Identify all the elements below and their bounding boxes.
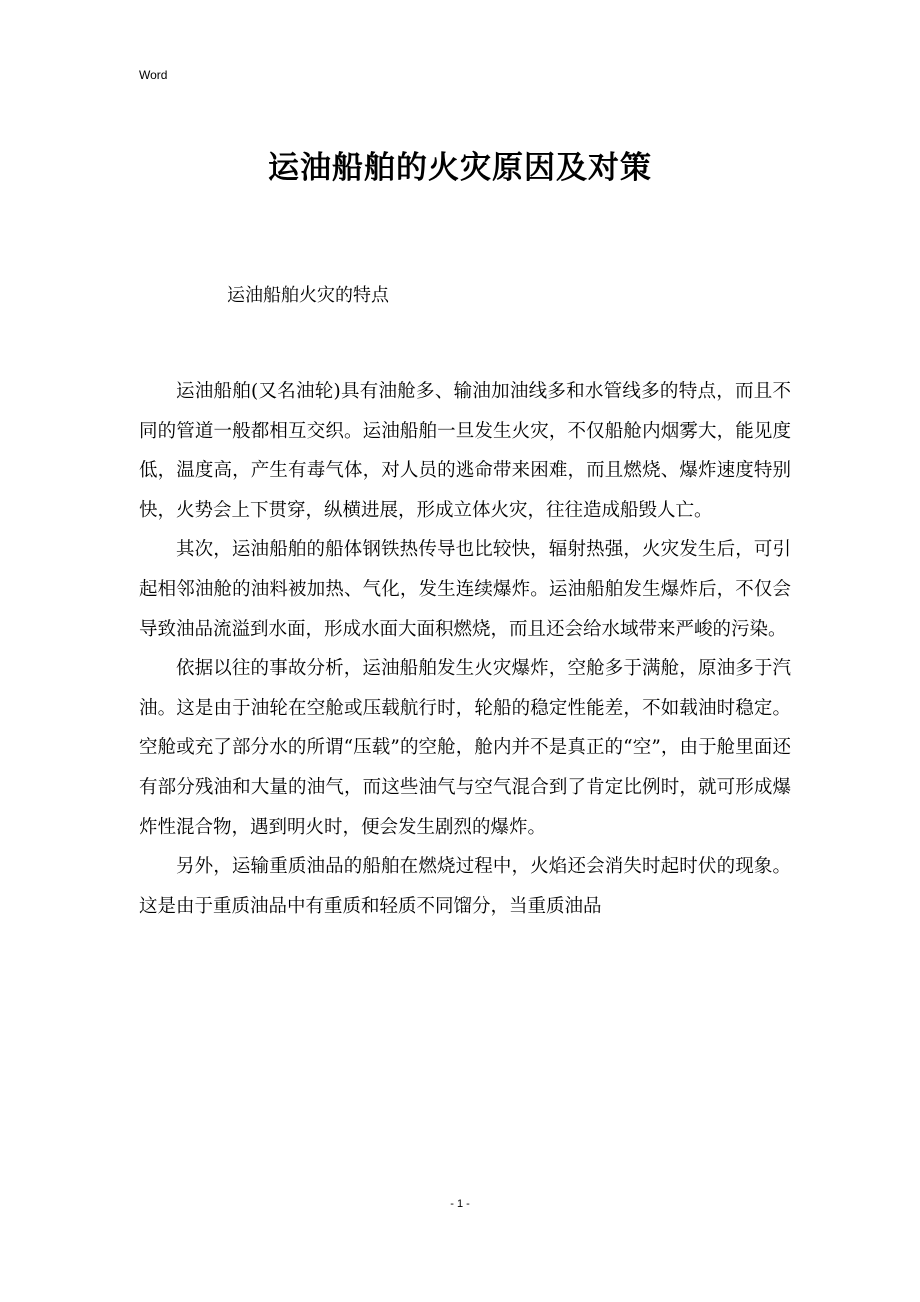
paragraph-2: 其次，运油船舶的船体钢铁热传导也比较快，辐射热强，火灾发生后，可引起相邻油舱的油料被加热、气化，发生连续爆炸。运油船舶发生爆炸后，不仅会导致油品流溢到水面，形成水面大面积燃烧，而且还会给水域带来严峻的污染。 — [139, 539, 791, 640]
section-heading: 运油船舶火灾的特点 — [227, 285, 389, 306]
body-text — [139, 372, 791, 926]
paragraph-1: 运油船舶(又名油轮)具有油舱多、输油加油线多和水管线多的特点，而且不同的管道一般都相互交织。运油船舶一旦发生火灾，不仅船舱内烟雾大，能见度低，温度高，产生有毒气体，对人员的逃命带来困难，而且燃烧、爆炸速度特别快，火势会上下贯穿，纵横进展，形成立体火灾，往往造成船毁人亡。 — [139, 381, 791, 521]
header-label: Word — [139, 68, 168, 82]
paragraph-4: 另外，运输重质油品的船舶在燃烧过程中，火焰还会消失时起时伏的现象。这是由于重质油品中有重质和轻质不同馏分，当重质油品 — [139, 856, 791, 917]
paragraph-3: 依据以往的事故分析，运油船舶发生火灾爆炸，空舱多于满舱，原油多于汽油。这是由于油轮在空舱或压载航行时，轮船的稳定性能差，不如载油时稳定。空舱或充了部分水的所谓“压载”的空舱，舱内并不是真正的“空”，由于舱里面还有部分残油和大量的油气，而这些油气与空气混合到了肯定比例时，就可形成爆炸性混合物，遇到明火时，便会发生剧烈的爆炸。 — [139, 658, 791, 838]
page-number: - 1 - — [450, 1198, 470, 1210]
document-title: 运油船舶的火灾原因及对策 — [268, 150, 652, 186]
